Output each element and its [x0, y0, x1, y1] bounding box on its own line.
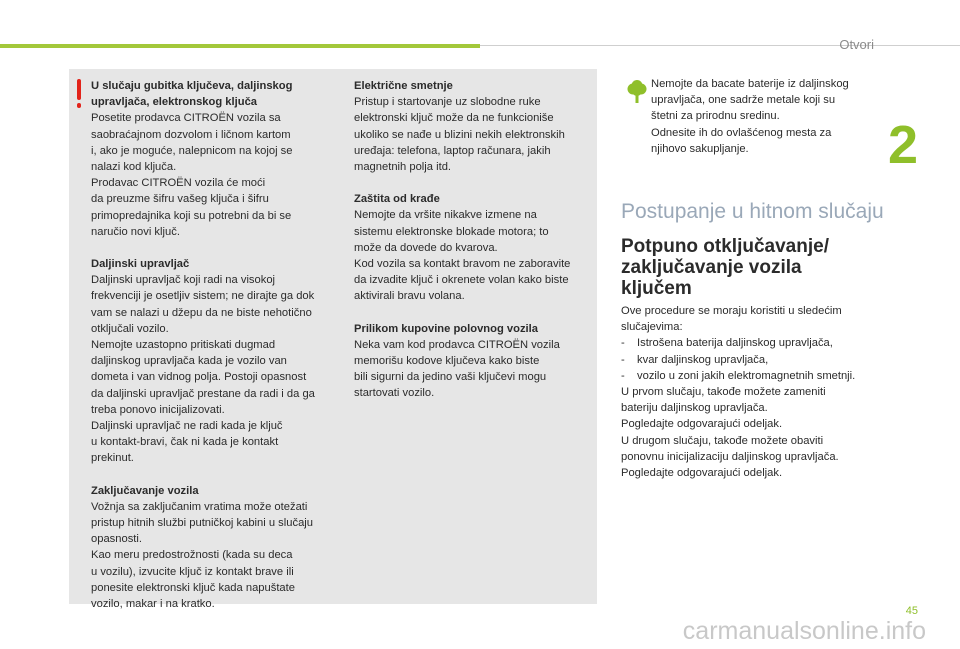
watermark: carmanualsonline.info: [682, 617, 926, 645]
section-title: Otvori: [839, 37, 874, 52]
page-number: 45: [905, 605, 918, 617]
environment-tip: Nemojte da bacate baterije iz daljinskog upravljača, one sadrže metale koji su štetni za prirodnu sredinu. Odnesite ih do ovlašćenog mesta za njihovo sakupljanje.: [651, 78, 849, 155]
theft-paragraph: Zaštita od krađe Nemojte da vršite nikakve izmene na sistemu elektronske blokade motora; to može da dovede do kvarova. Kod vozila sa kontakt bravom ne zaboravite da izvadite ključ i okrenete volan kako biste aktivirali bravu volana.: [354, 191, 594, 304]
interference-title: Električne smetnje: [354, 80, 453, 92]
list-item: - vozilo u zoni jakih elektromagnetnih smetnji.: [621, 369, 856, 382]
header-rule: [480, 45, 960, 46]
emergency-body: Ove procedure se moraju koristiti u sledećim slučajevima: - Istrošena baterija daljinskog upravljača, - kvar daljinskog upravljača, - vozilo u zoni jakih elektromagnetnih smetnji. U prvom slučaju, takođe možete zameniti bateriju daljinskog upravljača. Pogledajte odgovarajući odeljak. U drugom slučaju, takođe možete obaviti ponovnu inicijalizaciju daljinskog upravljača. Pogledajte odgovarajući odeljak.: [621, 303, 891, 481]
list-item: - kvar daljinskog upravljača,: [621, 353, 769, 366]
chapter-number: 2: [887, 115, 918, 175]
theft-title: Zaštita od krađe: [354, 193, 440, 206]
environment-tree-icon: [626, 80, 648, 104]
used-vehicle-title: Prilikom kupovine polovnog vozila: [354, 322, 538, 335]
used-vehicle-paragraph: Prilikom kupovine polovnog vozila Neka vam kod prodavca CITROËN vozila memorišu kodove ključeva kako biste bili sigurni da jedino vaši ključevi mogu startovati vozilo.: [354, 321, 594, 402]
list-item: - Istrošena baterija daljinskog upravljača,: [621, 337, 833, 350]
notes-column-1: [91, 78, 351, 628]
accent-bar: [0, 44, 480, 48]
emergency-heading: Postupanje u hitnom slučaju: [621, 200, 884, 223]
emergency-subheading: Potpuno otključavanje/ zaključavanje vozila ključem: [621, 236, 829, 299]
remote-paragraph: Daljinski upravljač Daljinski upravljač koji radi na visokoj frekvenciji je osetljiv sistem; ne dirajte ga dok vam se nalazi u džepu da ne biste nehotično otključali vozilo. Nemojte uzastopno pritiskati dugmad daljinskog upravljača kada je vozilo van dometa i van vidnog polja. Postoji opasnost da daljinski upravljač prestane da radi i da ga treba ponovo inicijalizovati. Daljinski upravljač ne radi kada je ključ u kontakt-bravi, čak ni kada je kontakt prekinut.: [91, 256, 351, 467]
notes-column-2: [354, 78, 594, 418]
warning-paragraph: U slučaju gubitka ključeva, daljinskog upravljača, elektronskog ključa Posetite prodavca CITROËN vozila sa saobraćajnom dozvolom i ličnom kartom i, ako je moguće, nalepnicom na kojoj se nalazi kod ključa. Prodavac CITROËN vozila će moći da preuzme šifru vašeg ključa i šifru primopredajnika koji su potrebni da bi se naručio novi ključ.: [91, 78, 351, 240]
locking-paragraph: Zaključavanje vozila Vožnja sa zaključanim vratima može otežati pristup hitnih službi putničkoj kabini u slučaju opasnosti. Kao meru predostrožnosti (kada su deca u vozilu), izvucite ključ iz kontakt brave ili ponesite elektronski ključ kada napuštate vozilo, makar i na kratko.: [91, 483, 351, 613]
interference-paragraph: Električne smetnje Pristup i startovanje uz slobodne ruke elektronski ključ može da ne funkcioniše ukoliko se nađe u blizini nekih elektronskih uređaja: telefona, laptop računara, jakih magnetnih polja itd.: [354, 78, 594, 175]
warning-title: U slučaju gubitka ključeva, daljinskog upravljača, elektronskog ključa: [91, 80, 293, 109]
warning-icon: [75, 79, 83, 109]
remote-title: Daljinski upravljač: [91, 258, 190, 271]
locking-title: Zaključavanje vozila: [91, 484, 199, 497]
